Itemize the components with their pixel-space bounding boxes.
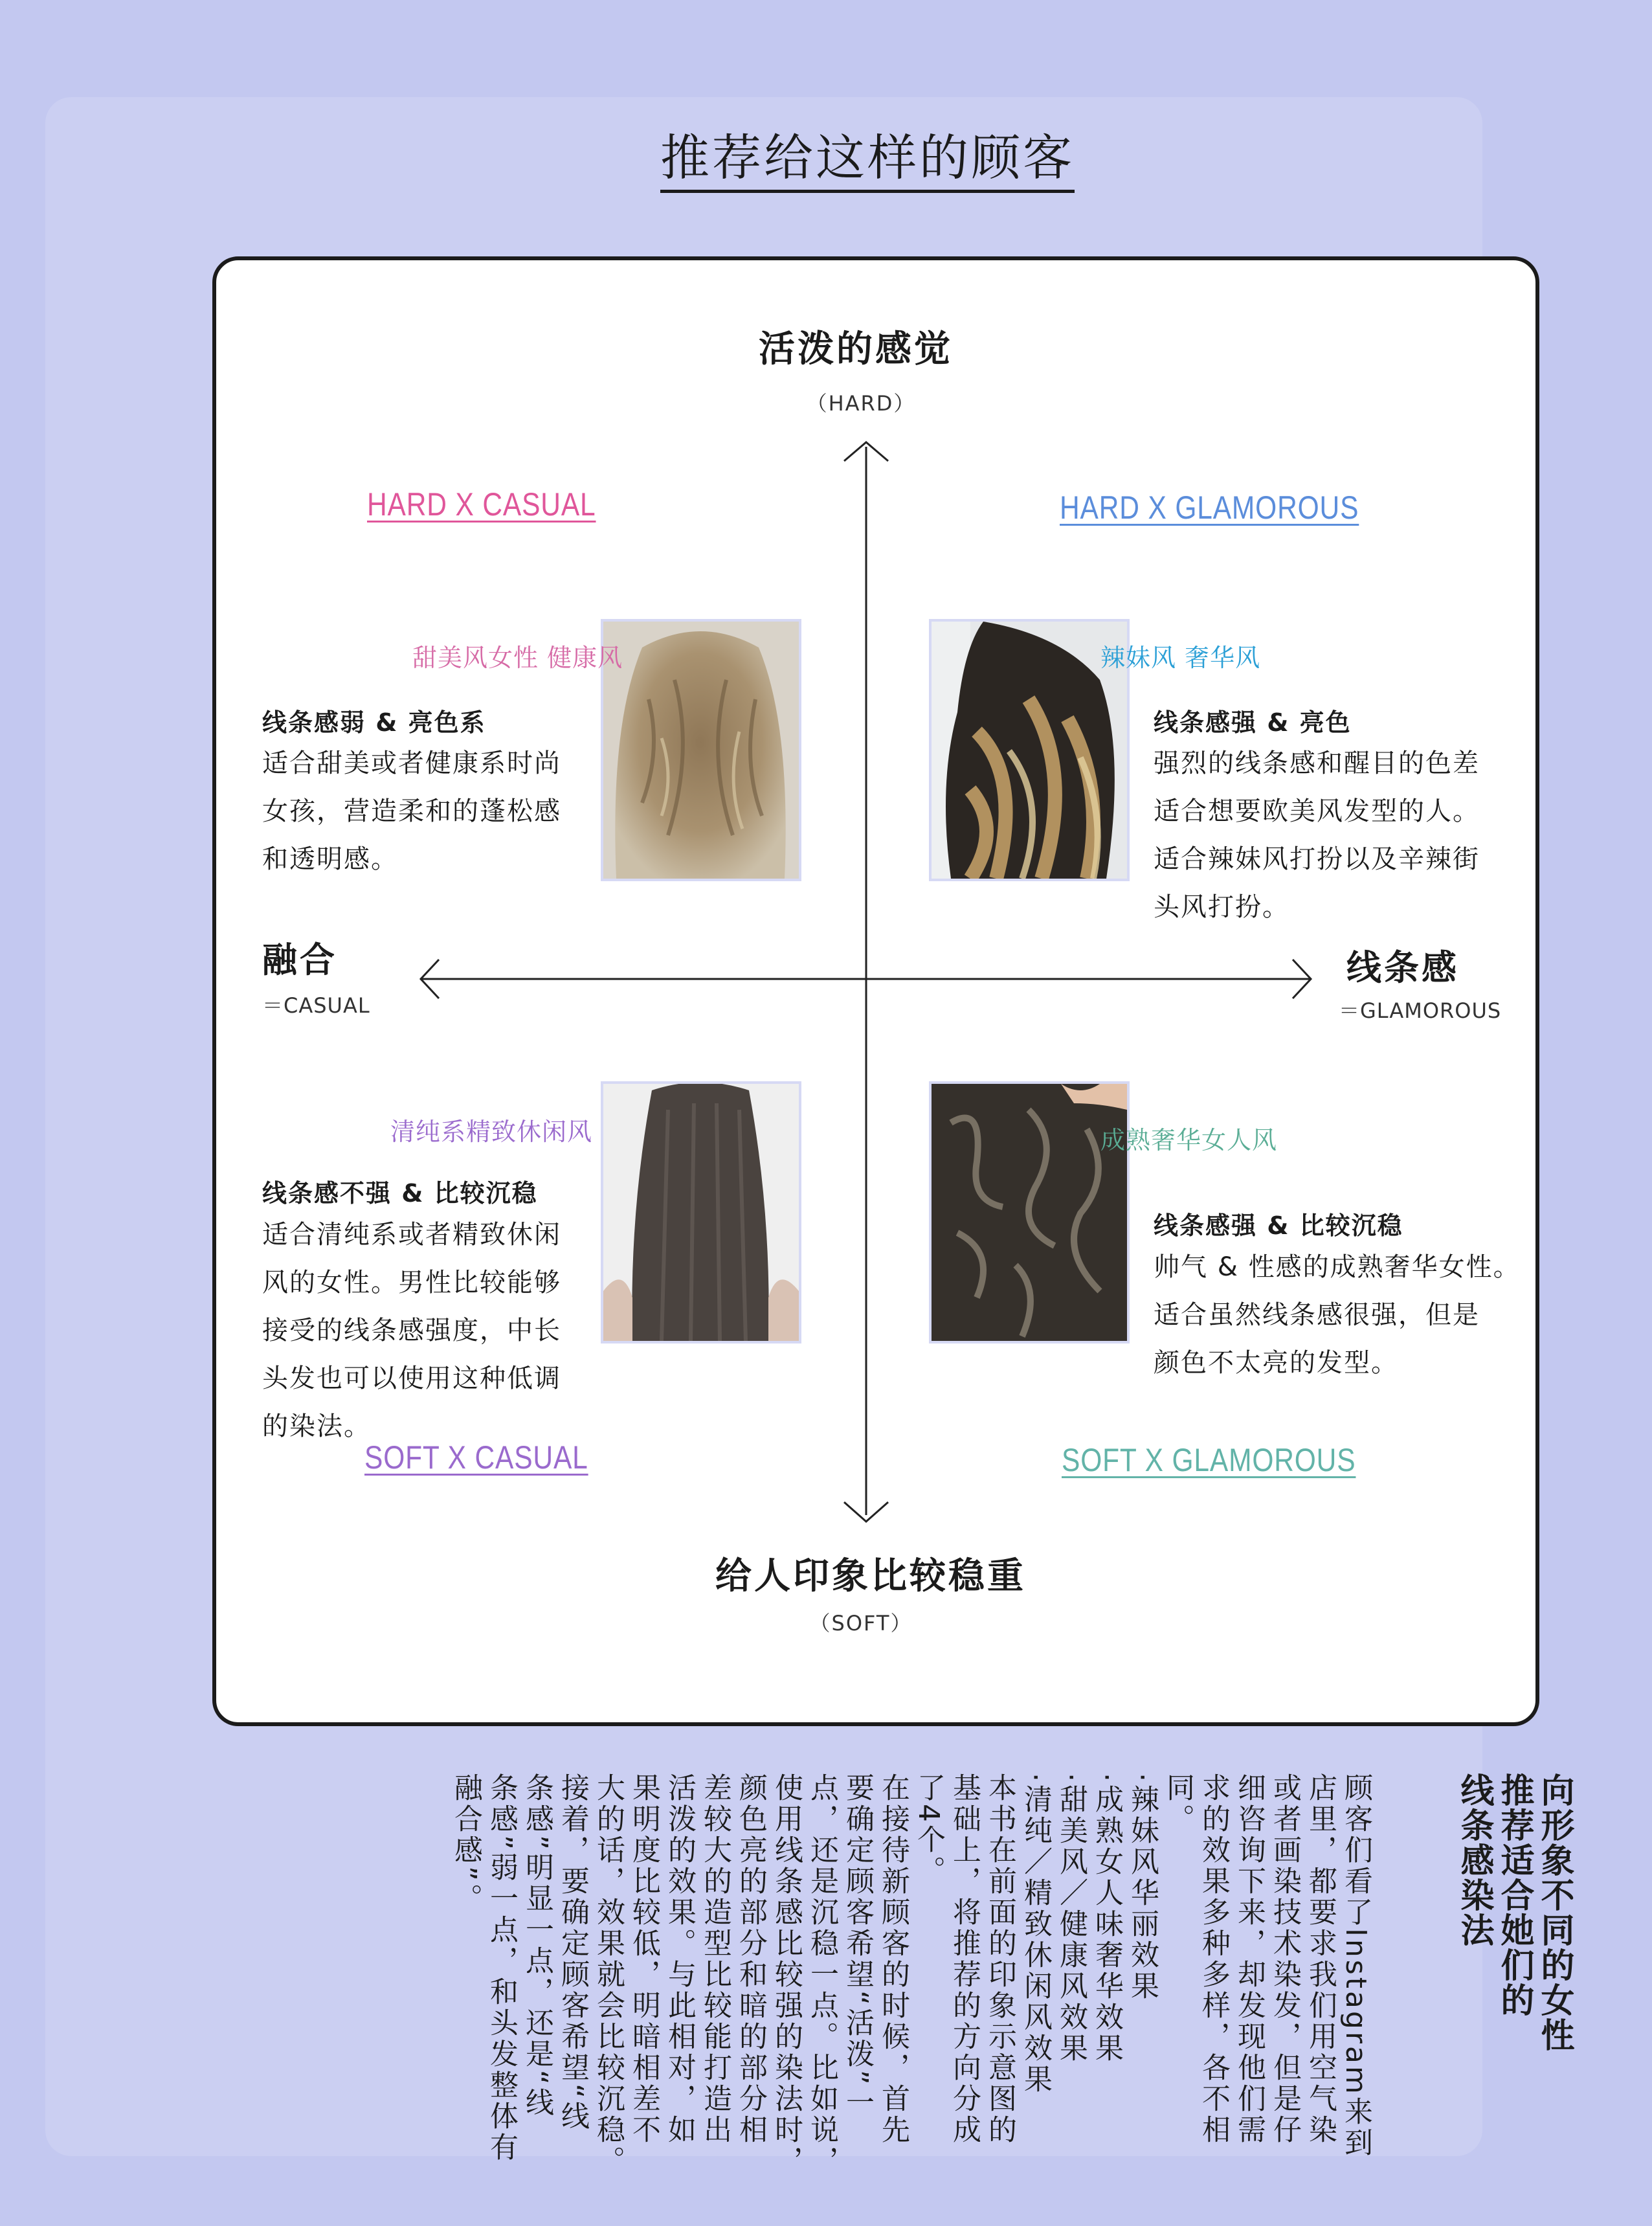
axis-right-sub: ＝GLAMOROUS <box>1339 998 1502 1023</box>
axis-bottom-title: 给人印象比较稳重 <box>715 1555 1026 1597</box>
desc-title-hard-casual: 线条感弱 & 亮色系 <box>262 708 486 737</box>
desc-body-soft-glamorous <box>1154 1243 1521 1387</box>
article-body <box>448 1773 1374 2177</box>
body-line: 点，还是沉稳一点。比如说， <box>805 1773 838 2177</box>
style-label-sweet-healthy: 甜美风女性 健康风 <box>412 644 623 672</box>
desc-line: 适合想要欧美风发型的人。 <box>1154 796 1480 826</box>
quadrant-title-hard-glamorous: HARD X GLAMOROUS <box>1060 489 1359 526</box>
body-line: 使用线条感比较强的染法时， <box>770 1773 803 2177</box>
body-line: 基础上，将推荐的方向分成 <box>948 1773 981 2146</box>
heading-line: 向形象不同的女性 <box>1535 1773 1574 2052</box>
desc-line: 和透明感。 <box>262 844 398 874</box>
desc-line: 风的女性。男性比较能够 <box>262 1268 561 1298</box>
balayage-hair-photo <box>929 619 1130 881</box>
style-label-pure-casual: 清纯系精致休闲风 <box>390 1118 593 1146</box>
body-line: ·甜美风／健康风效果 <box>1055 1773 1088 2064</box>
axis-left-title: 融合 <box>262 939 337 980</box>
body-line: 大的话，效果就会比较沉稳。 <box>592 1773 625 2177</box>
axis-left-sub: ＝CASUAL <box>262 993 370 1018</box>
desc-line: 适合虽然线条感很强，但是 <box>1154 1300 1480 1330</box>
desc-line: 接受的线条感强度，中长 <box>262 1316 561 1345</box>
desc-title-hard-glamorous: 线条感强 & 亮色 <box>1154 708 1352 737</box>
body-line: 接着，要确定顾客希望“线 <box>556 1773 589 2132</box>
desc-title-soft-glamorous: 线条感强 & 比较沉稳 <box>1154 1211 1403 1240</box>
body-line: 条感”明显一点，还是“线 <box>520 1773 553 2119</box>
style-label-mature-luxury: 成熟奢华女人风 <box>1100 1126 1278 1154</box>
desc-line: 头风打扮。 <box>1154 892 1289 922</box>
body-line: 活泼的效果。与此相对，如 <box>663 1773 696 2146</box>
heading-line: 推荐适合她们的 <box>1495 1773 1534 2018</box>
body-line: 差较大的造型比较能打造出 <box>698 1773 731 2146</box>
desc-line: 强烈的线条感和醒目的色差 <box>1154 748 1480 778</box>
body-line: 店里，都要求我们用空气染 <box>1304 1773 1337 2146</box>
desc-body-hard-glamorous <box>1154 739 1480 931</box>
quadrant-title-soft-glamorous: SOFT X GLAMOROUS <box>1062 1442 1356 1478</box>
straight-ash-hair-photo <box>601 1081 801 1343</box>
desc-body-hard-casual <box>262 739 561 883</box>
axis-top-title: 活泼的感觉 <box>759 328 953 370</box>
axis-top-sub: （HARD） <box>806 391 916 416</box>
page-title: 推荐给这样的顾客 <box>660 129 1075 193</box>
body-line: 同。 <box>1161 1773 1194 1835</box>
body-line: 条感”弱一点，和头发整体有 <box>485 1773 518 2163</box>
desc-line: 的染法。 <box>262 1411 371 1441</box>
quadrant-title-soft-casual: SOFT X CASUAL <box>364 1439 588 1476</box>
axis-bottom-sub: （SOFT） <box>809 1611 913 1636</box>
body-line: 颜色亮的部分和暗的部分相 <box>734 1773 767 2146</box>
desc-body-soft-casual <box>262 1211 561 1450</box>
desc-line: 适合辣妹风打扮以及辛辣街 <box>1154 844 1480 874</box>
desc-line: 适合甜美或者健康系时尚 <box>262 748 561 778</box>
body-line: 了4个。 <box>912 1773 945 1887</box>
quadrant-title-hard-casual: HARD X CASUAL <box>367 486 596 523</box>
body-line: ·清纯／精致休闲风效果 <box>1019 1773 1052 2095</box>
light-wavy-hair-photo <box>601 619 801 881</box>
style-label-gal-luxury: 辣妹风 奢华风 <box>1100 644 1261 672</box>
body-line: 或者画染技术染发，但是仔 <box>1268 1773 1301 2146</box>
desc-line: 适合清纯系或者精致休闲 <box>262 1220 561 1250</box>
desc-line: 颜色不太亮的发型。 <box>1154 1348 1398 1378</box>
dark-curly-hair-photo <box>929 1081 1130 1343</box>
body-line: 在接待新顾客的时候，首先 <box>876 1773 910 2146</box>
article-heading <box>1454 1773 1574 2052</box>
heading-line: 线条感染法 <box>1455 1773 1493 1948</box>
desc-title-soft-casual: 线条感不强 & 比较沉稳 <box>262 1179 538 1208</box>
desc-line: 女孩，营造柔和的蓬松感 <box>262 796 561 826</box>
desc-line: 头发也可以使用这种低调 <box>262 1364 561 1393</box>
body-line: 细咨询下来，却发现他们需 <box>1233 1773 1266 2146</box>
body-line: 要确定顾客希望“活泼”一 <box>841 1773 874 2119</box>
desc-line: 帅气 & 性感的成熟奢华女性。 <box>1154 1252 1521 1282</box>
body-line: ·辣妹风华丽效果 <box>1126 1773 1159 2002</box>
axis-right-title: 线条感 <box>1346 947 1459 988</box>
body-line: 求的效果多种多样，各不相 <box>1197 1773 1230 2146</box>
body-line: 顾客们看了Instagram来到 <box>1339 1773 1372 2159</box>
body-line: 果明度比较低，明暗相差不 <box>627 1773 660 2146</box>
body-line: 本书在前面的印象示意图的 <box>983 1773 1016 2146</box>
body-line: ·成熟女人味奢华效果 <box>1090 1773 1123 2064</box>
body-line: 融合感”。 <box>449 1773 482 1915</box>
